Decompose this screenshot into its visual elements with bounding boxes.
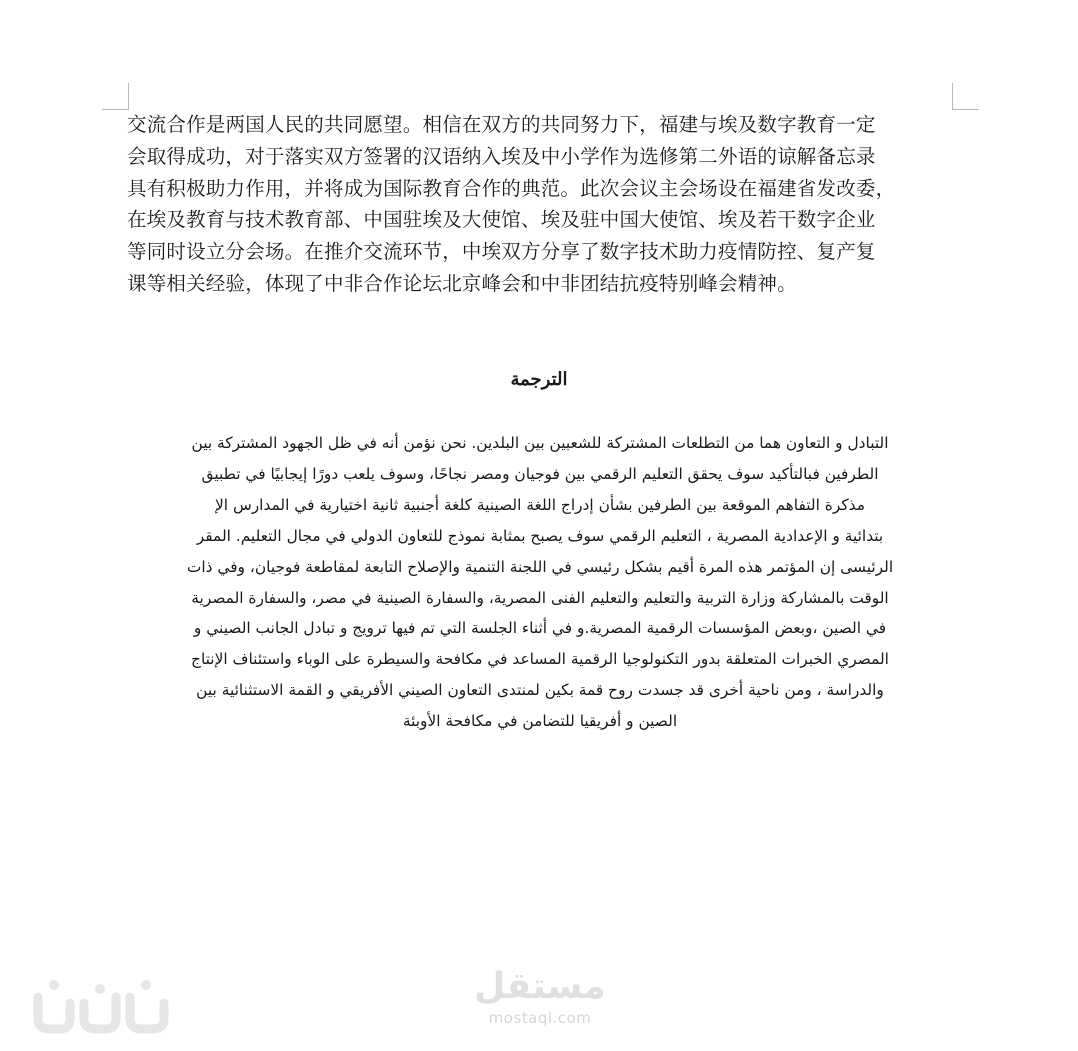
arabic-line-8: المصري الخبرات المتعلقة بدور التكنولوجيا الرقمية المساعد في مكافحة والسيطرة على الوباء واستئناف الإنتاج [191,650,889,669]
watermark [0,955,1078,1051]
arabic-line-3: مذكرة التفاهم الموقعة بين الطرفين بشأن إدراج اللغة الصينية كلغة أجنبية ثانية اختيارية في المدارس الإ [215,495,865,514]
arabic-line-10: الصين و أفريقيا للتضامن في مكافحة الأوبئة [402,712,678,731]
chinese-line-2: 会取得成功，对于落实双方签署的汉语纳入埃及中小学作为选修第二外语的谅解备忘录 [127,144,876,168]
chinese-line-1: 交流合作是两国人民的共同愿望。相信在双方的共同努力下，福建与埃及数字教育一定 [127,113,876,136]
translation-heading: الترجمة [510,369,568,390]
arabic-line-2: الطرفين فبالتأكيد سوف يحقق التعليم الرقمي بين فوجيان ومصر نجاحًا، وسوف يلعب دورًا إيجابيًا في تطبيق [201,464,879,483]
arabic-line-6: الوقت بالمشاركة وزارة التربية والتعليم والتعليم الفنى المصرية، والسفارة الصينية في مصر، والسفارة المصرية [191,588,889,607]
crop-mark-top-right [952,83,979,110]
chinese-line-3: 具有积极助力作用，并将成为国际教育合作的典范。此次会议主会场设在福建省发改委， [127,176,896,200]
chinese-line-4: 在埃及教育与技术教育部、中国驻埃及大使馆、埃及驻中国大使馆、埃及若干数字企业 [127,208,876,232]
arabic-line-4: بتدائية و الإعدادية المصرية ، التعليم الرقمي سوف يصبح بمثابة نموذج للتعاون الدولي في مجال التعليم. المقر [196,526,884,545]
watermark-brand: مستقل [474,966,606,1007]
chinese-line-6: 课等相关经验，体现了中非合作论坛北京峰会和中非团结抗疫特别峰会精神。 [127,271,797,295]
arabic-line-7: في الصين ،وبعض المؤسسات الرقمية المصرية.و في أثناء الجلسة التي تم فيها ترويج و تبادل الجانب الصيني و [193,619,887,638]
chinese-source-paragraph [127,109,957,300]
arabic-translation-paragraph [120,428,960,737]
chinese-line-5: 等同时设立分会场。在推介交流环节，中埃双方分享了数字技术助力疫情防控、复产复 [127,240,876,264]
arabic-line-1: التبادل و التعاون هما من التطلعات المشتركة للشعبين بين البلدين. نحن نؤمن أنه في ظل الجهود المشتركة بين [191,434,889,452]
watermark-domain: mostaql.com [488,1009,592,1027]
arabic-line-5: الرئيسى إن المؤتمر هذه المرة أقيم بشكل رئيسي في اللجنة التنمية والإصلاح التابعة لمقاطعة فوجيان، وفي ذات [186,557,894,576]
crop-mark-top-left [102,83,129,110]
arabic-line-9: والدراسة ، ومن ناحية أخرى قد جسدت روح قمة بكين لمنتدى التعاون الصيني الأفريقي و القمة الاستثنائية بين [196,681,884,700]
nafezly-logo-icon [26,969,176,1039]
